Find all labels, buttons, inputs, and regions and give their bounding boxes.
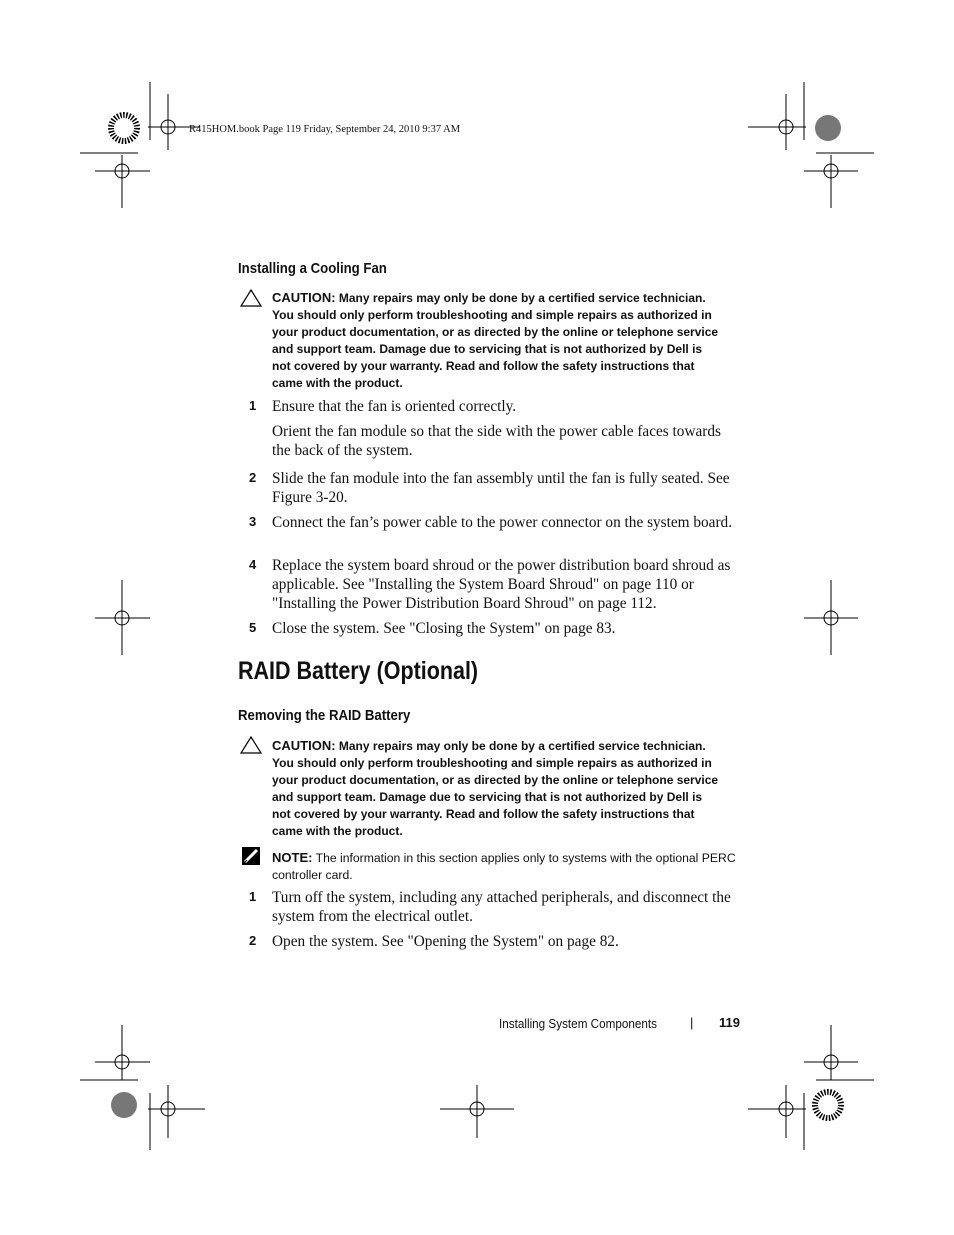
caution-notice — [272, 289, 722, 393]
section-title-removing-raid-battery: Removing the RAID Battery — [238, 707, 411, 724]
caution-notice — [272, 737, 722, 841]
caution-icon — [240, 736, 262, 754]
footer-separator: | — [690, 1015, 694, 1030]
note-label: NOTE: — [272, 850, 313, 865]
note-pencil-icon — [241, 846, 261, 866]
caution-text: Many repairs may only be done by a certified service technician. You should only perform troubleshooting and simple repairs as authorized in your product documentation, or as directed by the online or telephone service and support team. Damage due to servicing that is not authorized by Dell is not covered by your warranty. Read and follow the safety instructions that came with the product. — [272, 291, 719, 391]
note-notice — [272, 849, 742, 884]
caution-icon — [240, 289, 262, 307]
book-header: R415HOM.book Page 119 Friday, September 24, 2010 9:37 AM — [189, 124, 461, 135]
caution-label: CAUTION: — [272, 738, 336, 753]
caution-label: CAUTION: — [272, 290, 336, 305]
footer-section-name: Installing System Components — [499, 1016, 658, 1031]
note-text: The information in this section applies only to systems with the optional PERC controller card. — [272, 851, 736, 882]
page-number: 119 — [719, 1015, 740, 1030]
section-title-installing-fan: Installing a Cooling Fan — [238, 260, 387, 277]
caution-text: Many repairs may only be done by a certified service technician. You should only perform troubleshooting and simple repairs as authorized in your product documentation, or as directed by the online or telephone service and support team. Damage due to servicing that is not authorized by Dell is not covered by your warranty. Read and follow the safety instructions that came with the product. — [272, 739, 719, 839]
chapter-heading: RAID Battery (Optional) — [238, 657, 479, 685]
step-paragraph: Orient the fan module so that the side with the power cable faces towards the back of the system. — [272, 423, 721, 459]
